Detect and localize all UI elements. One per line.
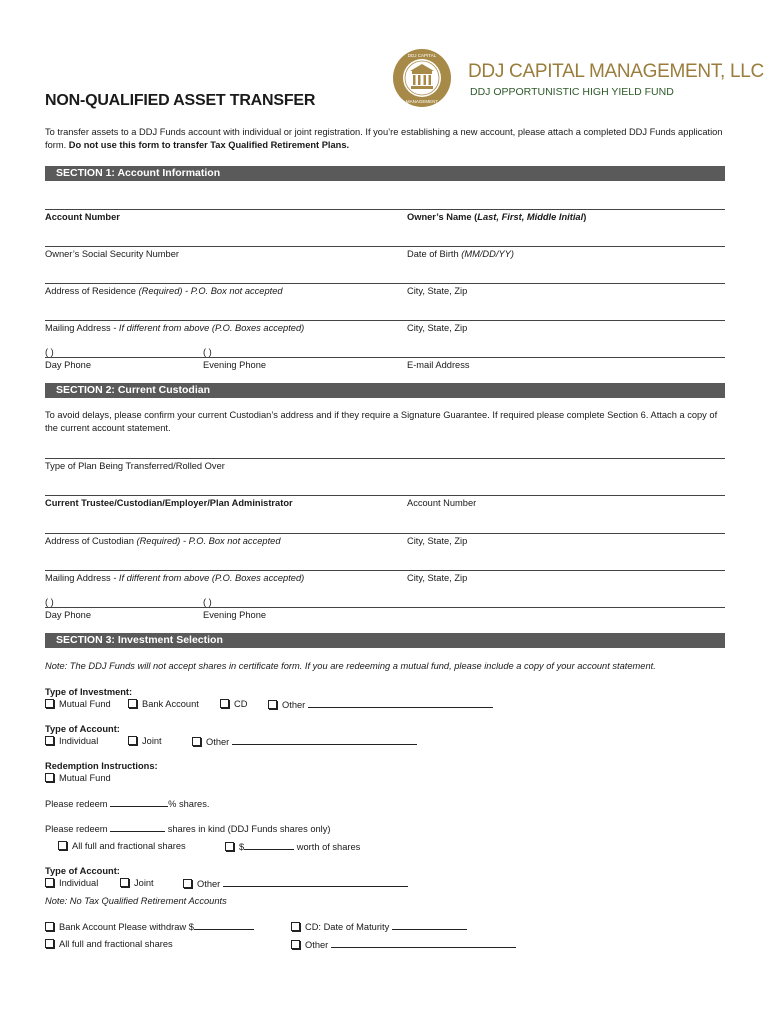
checkbox-other-final[interactable]: Other <box>291 938 516 951</box>
no-tax-qualified-note: Note: No Tax Qualified Retirement Accounts <box>45 896 227 906</box>
area-code-paren: ( ) <box>203 347 212 357</box>
field-line <box>45 533 725 534</box>
checkbox-cd-maturity[interactable]: CD: Date of Maturity <box>291 920 467 933</box>
ssn-label: Owner’s Social Security Number <box>45 249 179 259</box>
intro-text: To transfer assets to a DDJ Funds account with individual or joint registration. If you’re establishing a new account, please attach a completed DDJ Funds application form. <box>45 127 723 150</box>
custodian-note: To avoid delays, please confirm your current Custodian’s address and if they require a Signature Guarantee. If required please complete Section 6. Attach a copy of the current account statement. <box>45 410 718 433</box>
company-seal-logo <box>392 48 452 108</box>
other-final-field[interactable] <box>331 938 516 948</box>
city-state-zip-label: City, State, Zip <box>407 286 468 296</box>
city-state-zip-label: City, State, Zip <box>407 536 468 546</box>
field-line <box>45 570 725 571</box>
checkbox-icon[interactable] <box>120 878 129 887</box>
withdraw-amount-field[interactable] <box>194 920 254 930</box>
custodian-day-phone-label: Day Phone <box>45 610 91 620</box>
dollar-amount-field[interactable] <box>244 840 294 850</box>
redemption-instructions-label: Redemption Instructions: <box>45 761 158 771</box>
redeem-percent-line: Please redeem % shares. <box>45 799 210 809</box>
checkbox-investment-other[interactable]: Other <box>268 698 493 711</box>
plan-type-label: Type of Plan Being Transferred/Rolled Over <box>45 461 225 471</box>
checkbox-cd[interactable]: CD <box>220 698 247 710</box>
type-of-investment-label: Type of Investment: <box>45 687 133 697</box>
field-line <box>45 283 725 284</box>
field-line <box>45 246 725 247</box>
city-state-zip-label: City, State, Zip <box>407 323 468 333</box>
checkbox-mutual-fund[interactable]: Mutual Fund <box>45 698 111 710</box>
checkbox-icon[interactable] <box>268 700 277 709</box>
redeem-percent-field[interactable] <box>110 797 168 807</box>
area-code-paren: ( ) <box>203 597 212 607</box>
field-line <box>45 495 725 496</box>
account-number-label: Account Number <box>45 212 120 222</box>
checkbox-all-shares[interactable]: All full and fractional shares <box>58 840 186 852</box>
custodian-evening-phone-label: Evening Phone <box>203 610 267 620</box>
checkbox-account-other[interactable]: Other <box>192 735 417 748</box>
trustee-label: Current Trustee/Custodian/Employer/Plan Administrator <box>45 498 293 508</box>
evening-phone-label: Evening Phone <box>203 360 267 370</box>
mailing-address-label: Mailing Address - If different from above (P.O. Boxes accepted) <box>45 323 305 333</box>
section-3-header: SECTION 3: Investment Selection <box>45 633 725 648</box>
intro-warning: Do not use this form to transfer Tax Qualified Retirement Plans. <box>68 140 350 150</box>
day-phone-label: Day Phone <box>45 360 91 370</box>
checkbox-bank-withdraw[interactable]: Bank Account Please withdraw $ <box>45 920 254 933</box>
field-line <box>45 320 725 321</box>
city-state-zip-label: City, State, Zip <box>407 573 468 583</box>
checkbox-joint-2[interactable]: Joint <box>120 877 154 889</box>
checkbox-icon[interactable] <box>220 699 229 708</box>
section-1-header: SECTION 1: Account Information <box>45 166 725 181</box>
field-line <box>45 357 725 358</box>
residence-address-label: Address of Residence (Required) - P.O. Box not accepted <box>45 286 283 296</box>
custodian-account-number-label: Account Number <box>407 498 477 508</box>
fund-name: DDJ OPPORTUNISTIC HIGH YIELD FUND <box>470 86 674 98</box>
area-code-paren: ( ) <box>45 347 54 357</box>
checkbox-icon[interactable] <box>183 879 192 888</box>
checkbox-icon[interactable] <box>225 842 234 851</box>
other-investment-field[interactable] <box>308 698 493 708</box>
dob-label: Date of Birth (MM/DD/YY) <box>407 249 514 259</box>
checkbox-icon[interactable] <box>45 773 54 782</box>
redeem-in-kind-line: Please redeem shares in kind (DDJ Funds shares only) <box>45 824 331 834</box>
maturity-date-field[interactable] <box>392 920 467 930</box>
company-name: DDJ CAPITAL MANAGEMENT, LLC <box>468 61 764 82</box>
checkbox-account-other-2[interactable]: Other <box>183 877 408 890</box>
checkbox-icon[interactable] <box>291 940 300 949</box>
checkbox-icon[interactable] <box>58 841 67 850</box>
type-of-account-label-2: Type of Account: <box>45 866 120 876</box>
section-2-header: SECTION 2: Current Custodian <box>45 383 725 398</box>
other-account-field-2[interactable] <box>223 877 408 887</box>
svg-text:DDJ CAPITAL: DDJ CAPITAL <box>407 53 437 58</box>
checkbox-icon[interactable] <box>192 737 201 746</box>
checkbox-individual[interactable]: Individual <box>45 735 98 747</box>
intro-paragraph <box>45 126 730 152</box>
custodian-address-label: Address of Custodian (Required) - P.O. Box not accepted <box>45 536 281 546</box>
page-title: NON-QUALIFIED ASSET TRANSFER <box>45 92 316 109</box>
email-label: E-mail Address <box>407 360 470 370</box>
checkbox-all-shares-2[interactable]: All full and fractional shares <box>45 938 173 950</box>
checkbox-icon[interactable] <box>45 922 54 931</box>
checkbox-icon[interactable] <box>45 939 54 948</box>
checkbox-icon[interactable] <box>128 736 137 745</box>
owner-name-label: Owner’s Name (Last, First, Middle Initial) <box>407 212 587 222</box>
svg-text:MANAGEMENT: MANAGEMENT <box>405 99 439 104</box>
certificate-note: Note: The DDJ Funds will not accept shares in certificate form. If you are redeeming a mutual fund, please include a copy of your account statement. <box>45 661 656 671</box>
field-line <box>45 209 725 210</box>
other-account-field[interactable] <box>232 735 417 745</box>
checkbox-icon[interactable] <box>45 699 54 708</box>
field-line <box>45 607 725 608</box>
checkbox-icon[interactable] <box>128 699 137 708</box>
type-of-account-label: Type of Account: <box>45 724 120 734</box>
checkbox-icon[interactable] <box>45 878 54 887</box>
redeem-in-kind-field[interactable] <box>110 822 165 832</box>
checkbox-icon[interactable] <box>291 922 300 931</box>
custodian-mailing-label: Mailing Address - If different from above (P.O. Boxes accepted) <box>45 573 305 583</box>
checkbox-individual-2[interactable]: Individual <box>45 877 98 889</box>
checkbox-icon[interactable] <box>45 736 54 745</box>
checkbox-redeem-mutual-fund[interactable]: Mutual Fund <box>45 772 111 784</box>
field-line <box>45 458 725 459</box>
checkbox-dollar-worth[interactable]: $ worth of shares <box>225 840 360 853</box>
checkbox-joint[interactable]: Joint <box>128 735 162 747</box>
area-code-paren: ( ) <box>45 597 54 607</box>
checkbox-bank-account[interactable]: Bank Account <box>128 698 199 710</box>
